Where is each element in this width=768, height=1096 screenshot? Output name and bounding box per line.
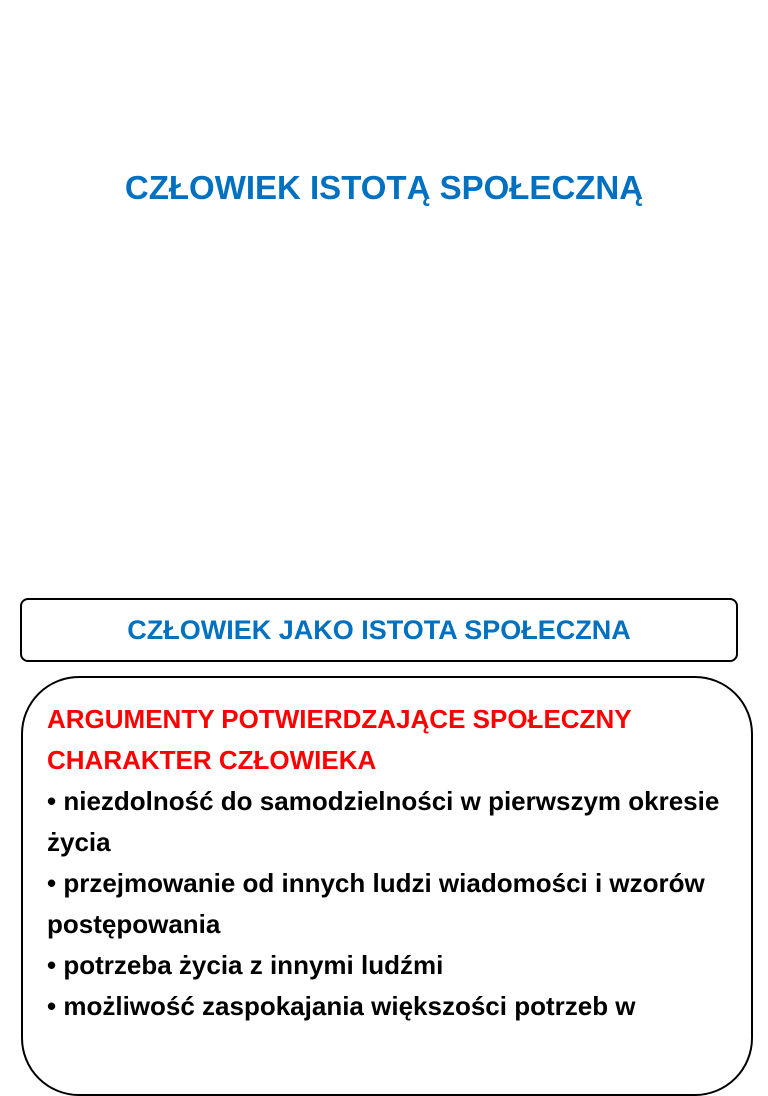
list-item-text: możliwość zaspokajania większości potrzeb w [63, 991, 636, 1021]
arguments-heading: ARGUMENTY POTWIERDZAJĄCE SPOŁECZNY CHARAKTER CZŁOWIEKA [47, 704, 632, 775]
arguments-content [47, 699, 747, 1027]
section-heading-box [20, 598, 738, 662]
bullet-icon: • [47, 950, 57, 980]
bullet-icon: • [47, 786, 57, 816]
list-item [47, 945, 747, 986]
list-item [47, 863, 747, 945]
list-item [47, 986, 747, 1027]
list-item [47, 781, 747, 863]
bullet-icon: • [47, 991, 57, 1021]
bullet-icon: • [47, 868, 57, 898]
list-item-text: niezdolność do samodzielności w pierwszym okresie życia [47, 786, 720, 857]
slide-title: CZŁOWIEK ISTOTĄ SPOŁECZNĄ [124, 169, 644, 206]
arguments-list [47, 781, 747, 1027]
list-item-text: potrzeba życia z innymi ludźmi [63, 950, 444, 980]
section-heading: CZŁOWIEK JAKO ISTOTA SPOŁECZNA [127, 614, 631, 645]
list-item-text: przejmowanie od innych ludzi wiadomości i wzorów postępowania [47, 868, 705, 939]
